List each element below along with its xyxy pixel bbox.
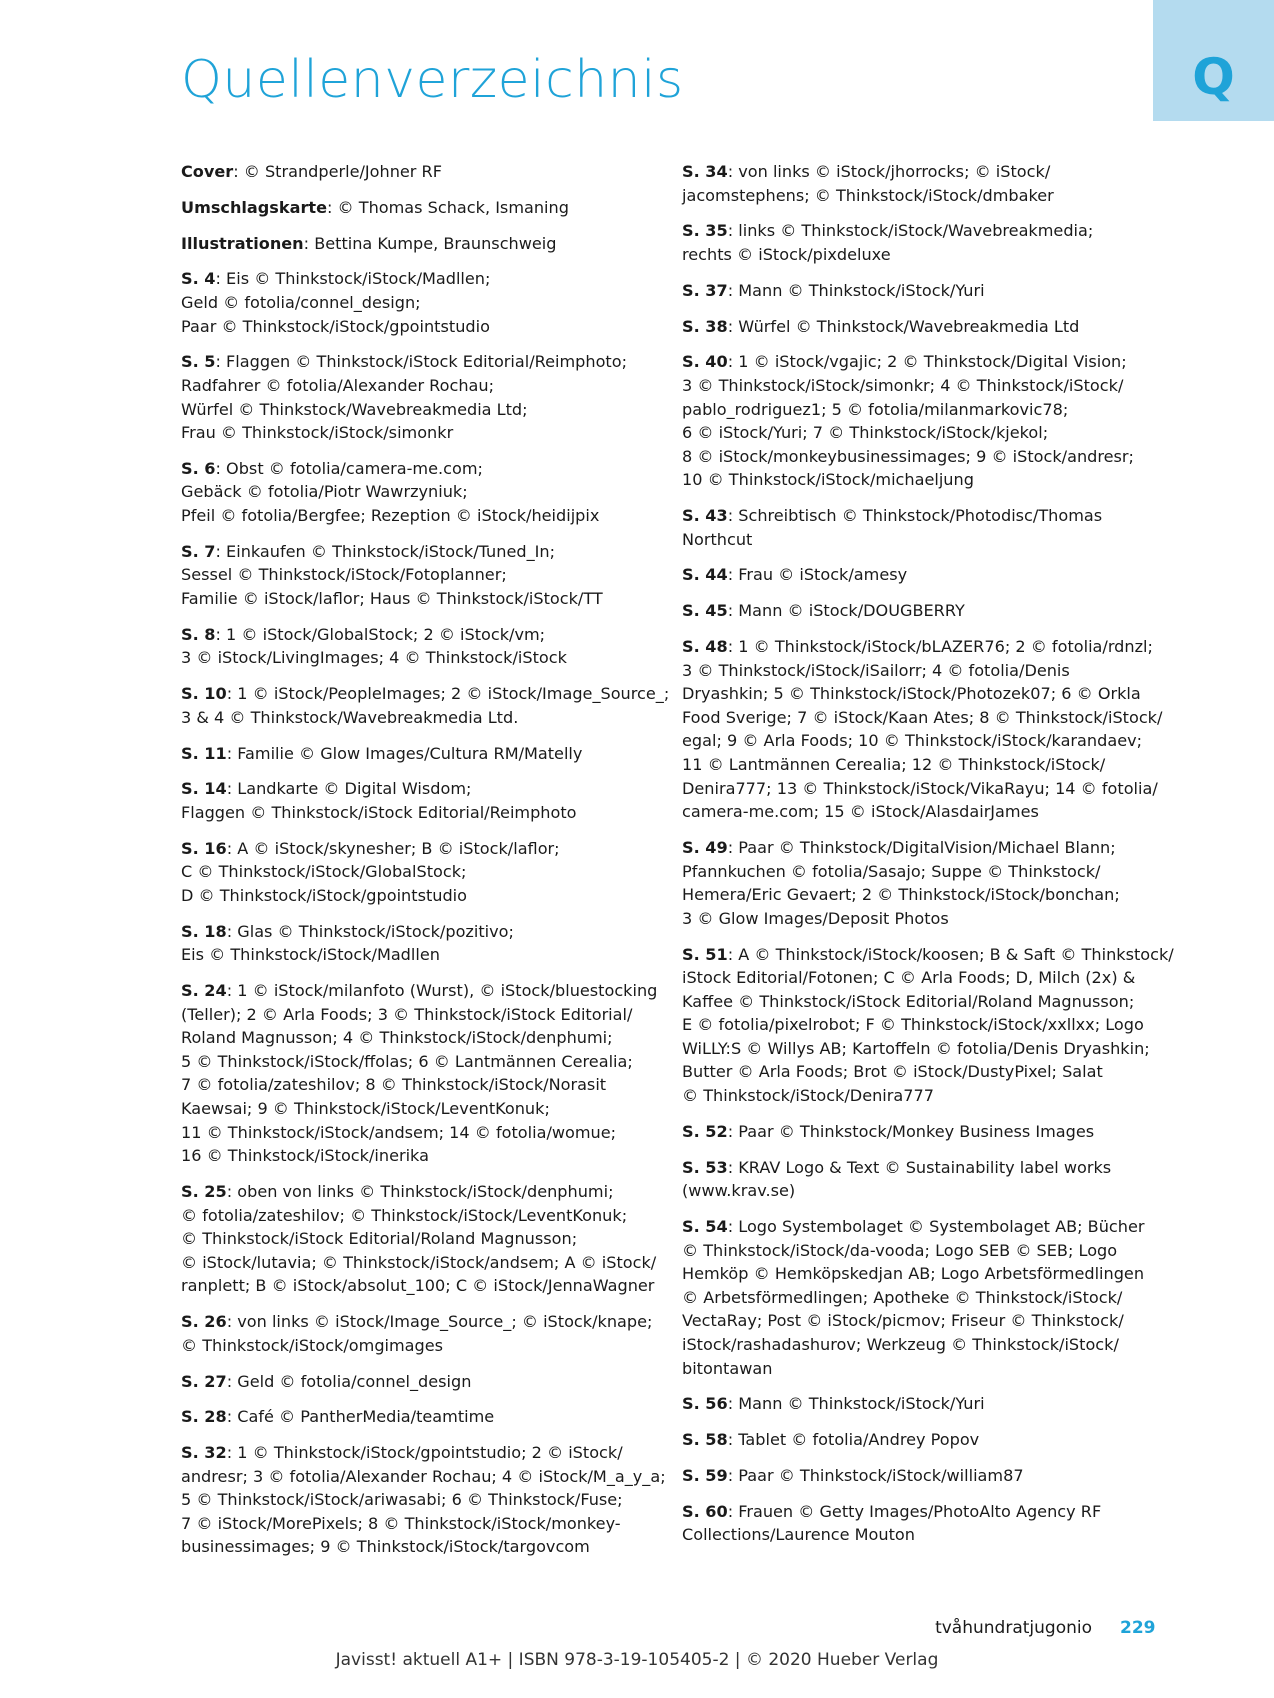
credit-label: S. 53 (682, 1157, 728, 1177)
credit-label: S. 52 (682, 1121, 728, 1141)
page-title: Quellenverzeichnis (181, 50, 684, 110)
credit-text: : © Thomas Schack, Ismaning (327, 197, 569, 217)
credit-text: : Geld © fotolia/connel_design (226, 1371, 472, 1391)
credit-entry (181, 1441, 666, 1559)
credit-line (181, 457, 661, 481)
credit-line (682, 1392, 1162, 1416)
credit-entry (682, 1392, 1162, 1416)
page-number: 229 (1120, 1618, 1156, 1638)
credit-line (181, 837, 661, 861)
credit-line (181, 979, 661, 1003)
credit-entry (682, 1215, 1162, 1380)
credit-line: Pfeil © fotolia/Bergfee; Rezeption © iStock/heidijpix (181, 506, 600, 526)
credit-label: S. 16 (181, 838, 227, 858)
credit-entry (181, 920, 661, 967)
credit-line: Paar © Thinkstock/iStock/gpointstudio (181, 316, 490, 336)
credit-label: S. 28 (181, 1407, 227, 1427)
credit-label: Umschlagskarte (181, 197, 327, 217)
credit-line (682, 160, 1162, 184)
credit-text: : A © Thinkstock/iStock/koosen; B & Saft © Thinkstock/ (727, 944, 1174, 964)
credit-label: S. 37 (682, 280, 728, 300)
credit-line (181, 350, 661, 374)
credit-text: : Frauen © Getty Images/PhotoAlto Agency RF (727, 1501, 1102, 1521)
credit-line (181, 623, 661, 647)
credit-line: ranplett; B © iStock/absolut_100; C © iStock/JennaWagner (181, 1276, 655, 1296)
credit-text: : Paar © Thinkstock/DigitalVision/Michael Blann; (727, 837, 1116, 857)
credit-entry (181, 682, 670, 729)
credit-line: 3 © Thinkstock/iStock/iSailorr; 4 © fotolia/Denis (682, 660, 1070, 680)
left-column (181, 160, 670, 1571)
credit-entry (181, 540, 661, 611)
credit-text: : Mann © Thinkstock/iStock/Yuri (727, 1394, 985, 1414)
credit-line (181, 1405, 661, 1429)
credit-line: iStock/rashadashurov; Werkzeug © Thinkstock/iStock/ (682, 1334, 1119, 1354)
credit-line (682, 1215, 1162, 1239)
credit-line (181, 267, 661, 291)
credit-line (682, 1156, 1162, 1180)
credit-line (682, 635, 1162, 659)
credit-line: Geld © fotolia/connel_design; (181, 292, 421, 312)
credit-label: S. 43 (682, 506, 728, 526)
credit-line: 11 © Lantmännen Cerealia; 12 © Thinkstock/iStock/ (682, 754, 1106, 774)
credit-label: Illustrationen (181, 233, 304, 253)
credit-label: S. 48 (682, 637, 728, 656)
credit-line: Kaffee © Thinkstock/iStock Editorial/Roland Magnusson; (682, 991, 1135, 1011)
credit-entry (181, 350, 661, 444)
credit-line (682, 1464, 1162, 1488)
credit-label: S. 44 (682, 565, 728, 585)
credit-line: (Teller); 2 © Arla Foods; 3 © Thinkstock/iStock Editorial/ (181, 1004, 633, 1024)
credit-label: S. 40 (682, 352, 728, 372)
section-tab-letter: Q (1192, 48, 1235, 106)
imprint-line: Javisst! aktuell A1+ | ISBN 978-3-19-105405-2 | © 2020 Hueber Verlag (335, 1650, 939, 1670)
credit-line: © Thinkstock/iStock/da-vooda; Logo SEB © SEB; Logo (682, 1240, 1118, 1260)
credit-line: WiLLY:S © Willys AB; Kartoffeln © fotolia/Denis Dryashkin; (682, 1038, 1150, 1058)
credit-text: : Logo Systembolaget © Systembolaget AB; Bücher (727, 1217, 1145, 1236)
credit-text: : Paar © Thinkstock/iStock/william87 (727, 1465, 1024, 1485)
credit-line: bitontawan (682, 1358, 773, 1378)
credit-label: S. 11 (181, 743, 227, 763)
credit-line: 16 © Thinkstock/iStock/inerika (181, 1146, 429, 1166)
credit-line: Würfel © Thinkstock/Wavebreakmedia Ltd; (181, 399, 528, 419)
credit-label: S. 49 (682, 837, 728, 857)
credit-line (181, 540, 661, 564)
credit-label: S. 32 (181, 1443, 227, 1463)
credit-label: S. 24 (181, 981, 227, 1001)
credit-text: : Schreibtisch © Thinkstock/Photodisc/Thomas (727, 506, 1103, 526)
credit-line: 3 © Thinkstock/iStock/simonkr; 4 © Thinkstock/iStock/ (682, 375, 1124, 395)
credit-line (682, 315, 1162, 339)
credit-label: S. 4 (181, 269, 216, 289)
credit-text: : Familie © Glow Images/Cultura RM/Matelly (226, 743, 583, 763)
credit-line (181, 777, 661, 801)
credit-entry (181, 1180, 661, 1298)
credit-line (682, 836, 1162, 860)
credit-line (181, 1180, 661, 1204)
credit-text: : KRAV Logo & Text © Sustainability label works (727, 1157, 1112, 1177)
credit-text: : Flaggen © Thinkstock/iStock Editorial/Reimphoto; (215, 352, 627, 372)
credit-line: © Thinkstock/iStock/Denira777 (682, 1086, 934, 1106)
credit-line: camera-me.com; 15 © iStock/AlasdairJames (682, 802, 1039, 822)
credit-text: : von links © iStock/jhorrocks; © iStock/ (727, 162, 1051, 181)
credit-text: : Bettina Kumpe, Braunschweig (303, 233, 557, 253)
section-tab (1153, 0, 1274, 121)
credit-text: : © Strandperle/Johner RF (233, 162, 442, 181)
credit-entry (682, 219, 1162, 266)
credit-label: S. 34 (682, 162, 728, 181)
credit-line: Pfannkuchen © fotolia/Sasajo; Suppe © Thinkstock/ (682, 861, 1101, 881)
credit-line: 5 © Thinkstock/iStock/ariwasabi; 6 © Thinkstock/Fuse; (181, 1490, 623, 1510)
credit-entry (682, 1156, 1162, 1203)
credit-line (181, 1310, 661, 1334)
credit-line (181, 1441, 661, 1465)
credit-line: 7 © fotolia/zateshilov; 8 © Thinkstock/iStock/Norasit (181, 1075, 607, 1095)
credit-entry (682, 1120, 1162, 1144)
credit-label: S. 25 (181, 1182, 227, 1201)
credit-line: © Thinkstock/iStock Editorial/Roland Magnusson; (181, 1229, 578, 1249)
credit-label: S. 6 (181, 458, 216, 478)
credit-label: S. 14 (181, 779, 227, 799)
credit-line (181, 682, 670, 706)
credit-text: : 1 © Thinkstock/iStock/gpointstudio; 2 © iStock/ (226, 1443, 623, 1463)
credit-label: S. 8 (181, 624, 216, 644)
credit-line: Flaggen © Thinkstock/iStock Editorial/Reimphoto (181, 802, 577, 822)
credit-line (682, 1428, 1162, 1452)
right-column (682, 160, 1174, 1559)
credit-entry (682, 635, 1162, 824)
credit-line: andresr; 3 © fotolia/Alexander Rochau; 4 © iStock/M_a_y_a; (181, 1466, 666, 1486)
credit-line: Frau © Thinkstock/iStock/simonkr (181, 423, 454, 443)
credit-text: : Würfel © Thinkstock/Wavebreakmedia Ltd (727, 316, 1080, 336)
credit-label: Cover (181, 162, 234, 181)
credit-line (682, 350, 1162, 374)
credit-line: Hemera/Eric Gevaert; 2 © Thinkstock/iStock/bonchan; (682, 885, 1120, 905)
credit-line (682, 563, 1162, 587)
credit-text: : oben von links © Thinkstock/iStock/denphumi; (226, 1182, 614, 1201)
credit-entry (181, 777, 661, 824)
credit-line: 3 & 4 © Thinkstock/Wavebreakmedia Ltd. (181, 707, 519, 727)
credit-entry (181, 837, 661, 908)
credit-label: S. 54 (682, 1217, 728, 1236)
credit-line (682, 943, 1174, 967)
credit-entry (682, 350, 1162, 492)
credit-line: Radfahrer © fotolia/Alexander Rochau; (181, 375, 495, 395)
credit-line: Roland Magnusson; 4 © Thinkstock/iStock/denphumi; (181, 1028, 613, 1048)
credit-line: 8 © iStock/monkeybusinessimages; 9 © iStock/andresr; (682, 446, 1134, 466)
credit-line (181, 1370, 661, 1394)
credit-line: pablo_rodriguez1; 5 © fotolia/milanmarkovic78; (682, 399, 1069, 419)
credit-line: Familie © iStock/laflor; Haus © Thinkstock/iStock/TT (181, 589, 603, 609)
credit-label: S. 26 (181, 1312, 227, 1332)
credit-entry (181, 979, 661, 1168)
credit-entry (682, 315, 1162, 339)
credit-entry (682, 943, 1174, 1108)
credit-line: 10 © Thinkstock/iStock/michaeljung (682, 470, 974, 490)
credit-line: (www.krav.se) (682, 1181, 796, 1201)
credit-text: : Frau © iStock/amesy (727, 565, 908, 585)
credit-text: : Glas © Thinkstock/iStock/pozitivo; (226, 921, 514, 941)
credit-text: : Mann © iStock/DOUGBERRY (727, 601, 965, 621)
credit-text: : 1 © iStock/vgajic; 2 © Thinkstock/Digital Vision; (727, 352, 1127, 372)
credit-label: S. 56 (682, 1394, 728, 1414)
credit-line: C © Thinkstock/iStock/GlobalStock; (181, 862, 467, 882)
credit-label: S. 27 (181, 1371, 227, 1391)
credit-label: S. 60 (682, 1501, 728, 1521)
credit-line: Dryashkin; 5 © Thinkstock/iStock/Photozek07; 6 © Orkla (682, 684, 1141, 704)
credit-text: : von links © iStock/Image_Source_; © iStock/knape; (226, 1312, 653, 1332)
credit-line (181, 920, 661, 944)
credit-line: © iStock/lutavia; © Thinkstock/iStock/andsem; A © iStock/ (181, 1252, 657, 1272)
credit-text: : Tablet © fotolia/Andrey Popov (727, 1430, 980, 1450)
credit-line (181, 232, 661, 256)
credit-line: egal; 9 © Arla Foods; 10 © Thinkstock/iStock/karandaev; (682, 731, 1143, 751)
credit-line: Sessel © Thinkstock/iStock/Fotoplanner; (181, 565, 507, 585)
credit-line: D © Thinkstock/iStock/gpointstudio (181, 885, 467, 905)
credit-text: : 1 © iStock/milanfoto (Wurst), © iStock/bluestocking (226, 981, 658, 1001)
credit-line: VectaRay; Post © iStock/picmov; Friseur © Thinkstock/ (682, 1311, 1124, 1331)
credit-line: © Arbetsförmedlingen; Apotheke © Thinkstock/iStock/ (682, 1287, 1123, 1307)
credit-entry (181, 457, 661, 528)
credit-text: : Café © PantherMedia/teamtime (226, 1407, 495, 1427)
credit-line (181, 742, 661, 766)
credit-line: 7 © iStock/MorePixels; 8 © Thinkstock/iStock/monkey- (181, 1513, 621, 1533)
credit-label: S. 5 (181, 352, 216, 372)
credit-text: : Mann © Thinkstock/iStock/Yuri (727, 280, 985, 300)
credit-label: S. 10 (181, 684, 227, 704)
credit-line: Gebäck © fotolia/Piotr Wawrzyniuk; (181, 482, 468, 502)
credit-line: Butter © Arla Foods; Brot © iStock/DustyPixel; Salat (682, 1062, 1103, 1082)
credit-entry (682, 504, 1162, 551)
credit-entry (181, 1370, 661, 1394)
credit-entry (181, 267, 661, 338)
credit-label: S. 7 (181, 541, 216, 561)
credit-text: : Landkarte © Digital Wisdom; (226, 779, 472, 799)
credit-entry (682, 563, 1162, 587)
credit-line: 3 © iStock/LivingImages; 4 © Thinkstock/iStock (181, 648, 567, 668)
credit-line: 6 © iStock/Yuri; 7 © Thinkstock/iStock/kjekol; (682, 423, 1049, 443)
credit-text: : Obst © fotolia/camera-me.com; (215, 458, 483, 478)
credit-line: Collections/Laurence Mouton (682, 1525, 915, 1545)
credit-entry (682, 1500, 1162, 1547)
page-number-word: tvåhundratjugonio (935, 1618, 1092, 1638)
credit-entry (682, 836, 1162, 930)
credit-entry (682, 160, 1162, 207)
credit-line (181, 196, 661, 220)
credit-line (682, 599, 1162, 623)
credit-label: S. 35 (682, 221, 728, 241)
credit-text: : Einkaufen © Thinkstock/iStock/Tuned_In; (215, 541, 555, 561)
credit-text: : 1 © iStock/PeopleImages; 2 © iStock/Image_Source_; (226, 684, 670, 704)
credit-line (181, 160, 661, 184)
credit-line: 11 © Thinkstock/iStock/andsem; 14 © fotolia/womue; (181, 1122, 617, 1142)
credit-line: Denira777; 13 © Thinkstock/iStock/VikaRayu; 14 © fotolia/ (682, 778, 1158, 798)
credit-entry (682, 1428, 1162, 1452)
credit-line (682, 1500, 1162, 1524)
credit-line (682, 219, 1162, 243)
credit-text: : Paar © Thinkstock/Monkey Business Images (727, 1121, 1095, 1141)
credit-entry (682, 1464, 1162, 1488)
credit-entry (181, 232, 661, 256)
credit-text: : 1 © iStock/GlobalStock; 2 © iStock/vm; (215, 624, 546, 644)
credit-line: © Thinkstock/iStock/omgimages (181, 1335, 444, 1355)
credit-line: 3 © Glow Images/Deposit Photos (682, 908, 949, 928)
credit-line: Kaewsai; 9 © Thinkstock/iStock/LeventKonuk; (181, 1099, 550, 1119)
credit-line: rechts © iStock/pixdeluxe (682, 244, 891, 264)
credit-label: S. 45 (682, 601, 728, 621)
credit-text: : A © iStock/skynesher; B © iStock/laflor; (226, 838, 560, 858)
credit-entry (682, 599, 1162, 623)
credit-line: Hemköp © Hemköpskedjan AB; Logo Arbetsförmedlingen (682, 1264, 1145, 1284)
credit-entry (181, 742, 661, 766)
credit-entry (682, 279, 1162, 303)
credit-line: E © fotolia/pixelrobot; F © Thinkstock/iStock/xxllxx; Logo (682, 1015, 1144, 1035)
credit-line: jacomstephens; © Thinkstock/iStock/dmbaker (682, 185, 1054, 205)
credit-line: Eis © Thinkstock/iStock/Madllen (181, 945, 440, 965)
credit-entry (181, 196, 661, 220)
credit-text: : links © Thinkstock/iStock/Wavebreakmedia; (727, 221, 1094, 241)
credit-line: iStock Editorial/Fotonen; C © Arla Foods; D, Milch (2x) & (682, 968, 1136, 988)
credit-label: S. 38 (682, 316, 728, 336)
credit-line: businessimages; 9 © Thinkstock/iStock/targovcom (181, 1537, 590, 1557)
credit-line (682, 504, 1162, 528)
credit-line: Food Sverige; 7 © iStock/Kaan Ates; 8 © Thinkstock/iStock/ (682, 707, 1163, 727)
credit-line: © fotolia/zateshilov; © Thinkstock/iStock/LeventKonuk; (181, 1205, 628, 1225)
credit-line (682, 1120, 1162, 1144)
credit-text: : Eis © Thinkstock/iStock/Madllen; (215, 269, 491, 289)
credit-entry (181, 1405, 661, 1429)
credit-text: : 1 © Thinkstock/iStock/bLAZER76; 2 © fotolia/rdnzl; (727, 637, 1153, 656)
credit-line: Northcut (682, 529, 753, 549)
credit-line: 5 © Thinkstock/iStock/ffolas; 6 © Lantmännen Cerealia; (181, 1051, 633, 1071)
credit-label: S. 58 (682, 1430, 728, 1450)
credit-label: S. 18 (181, 921, 227, 941)
credit-entry (181, 160, 661, 184)
credit-label: S. 59 (682, 1465, 728, 1485)
credit-entry (181, 1310, 661, 1357)
credit-label: S. 51 (682, 944, 728, 964)
credit-entry (181, 623, 661, 670)
credit-line (682, 279, 1162, 303)
